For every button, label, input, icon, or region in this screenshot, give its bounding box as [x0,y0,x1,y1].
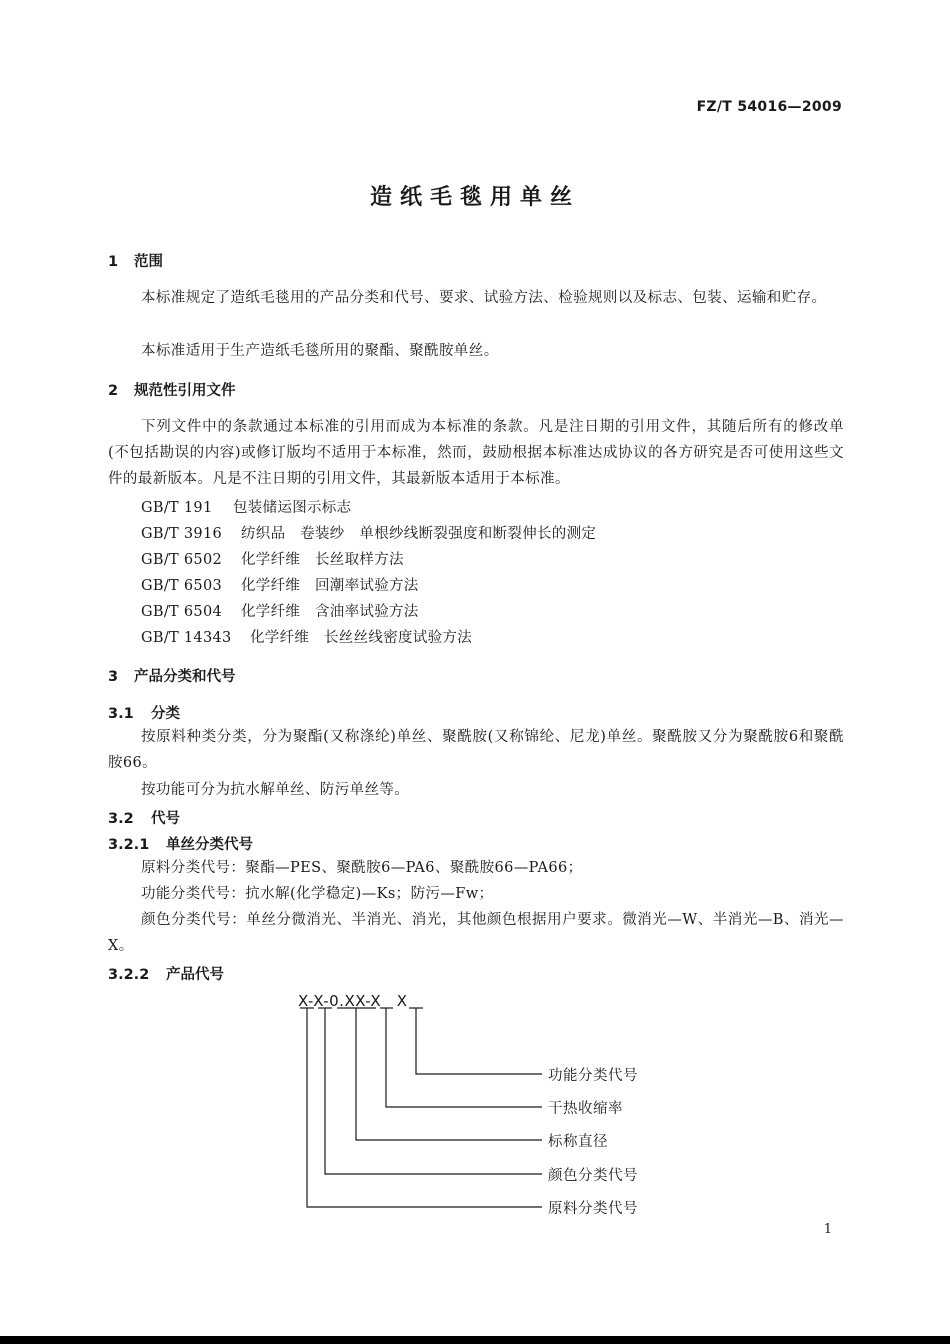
document-title: 造纸毛毯用单丝 [369,185,580,210]
paragraph: 颜色分类代号：单丝分微消光、半消光、消光，其他颜色根据用户要求。微消光—W、半消光—B、消光—X。 [108,912,844,954]
paragraph: 原料分类代号：聚酯—PES、聚酰胺6—PA6、聚酰胺66—PA66； [141,860,583,876]
section-title: 产品分类和代号 [134,669,236,685]
paragraph: 本标准适用于生产造纸毛毯所用的聚酯、聚酰胺单丝。 [141,343,499,359]
section-title: 规范性引用文件 [134,383,236,399]
paragraph: 按原料种类分类，分为聚酯(又称涤纶)单丝、聚酰胺(又称锦纶、尼龙)单丝。聚酰胺又分为聚酰胺6和聚酰胺66。 [108,729,844,771]
reference-name: 化学纤维 回潮率试验方法 [241,578,419,594]
reference-code: GB/T 6502 [141,552,223,568]
paragraph: 本标准规定了造纸毛毯用的产品分类和代号、要求、试验方法、检验规则以及标志、包装、运输和贮存。 [141,290,827,306]
paragraph: 下列文件中的条款通过本标准的引用而成为本标准的条款。凡是注日期的引用文件，其随后所有的修改单(不包括勘误的内容)或修订版均不适用于本标准，然而，鼓励根据本标准达成协议的各方研究是否可使用这些文件的最新版本。凡是不注日期的引用文件，其最新版本适用于本标准。 [108,419,844,487]
paragraph: 功能分类代号：抗水解(化学稳定)—Ks；防污—Fw； [141,886,494,902]
section-title: 范围 [134,254,163,270]
section-number: 2 [108,383,119,399]
bottom-border [0,1336,950,1344]
section-number: 3.2.2 [108,967,150,983]
section-title: 分类 [151,706,180,722]
diagram-label-material: 原料分类代号 [548,1201,638,1217]
section-title: 代号 [151,811,180,827]
reference-name: 化学纤维 长丝丝线密度试验方法 [250,630,472,646]
diagram-label-function: 功能分类代号 [548,1068,638,1084]
reference-code: GB/T 6504 [141,604,223,620]
reference-name: 化学纤维 长丝取样方法 [241,552,404,568]
diagram-label-shrinkage: 干热收缩率 [548,1101,623,1117]
section-title: 单丝分类代号 [166,837,253,853]
diagram-label-color: 颜色分类代号 [548,1168,638,1184]
paragraph: 按功能可分为抗水解单丝、防污单丝等。 [141,782,410,798]
section-number: 3.2 [108,811,134,827]
section-number: 3.1 [108,706,134,722]
standard-number: FZ/T 54016—2009 [696,99,842,115]
reference-code: GB/T 6503 [141,578,223,594]
product-code-format: X-X-0.XX-X X [298,992,408,1010]
section-number: 3.2.1 [108,837,150,853]
reference-name: 纺织品 卷装纱 单根纱线断裂强度和断裂伸长的测定 [241,526,597,542]
reference-code: GB/T 191 [141,500,213,516]
section-number: 3 [108,669,119,685]
reference-code: GB/T 14343 [141,630,232,646]
reference-name: 化学纤维 含油率试验方法 [241,604,419,620]
diagram-label-diameter: 标称直径 [548,1134,608,1150]
section-title: 产品代号 [166,967,224,983]
section-number: 1 [108,254,119,270]
reference-code: GB/T 3916 [141,526,223,542]
page-number: 1 [823,1222,832,1237]
reference-name: 包装储运图示标志 [233,500,352,516]
